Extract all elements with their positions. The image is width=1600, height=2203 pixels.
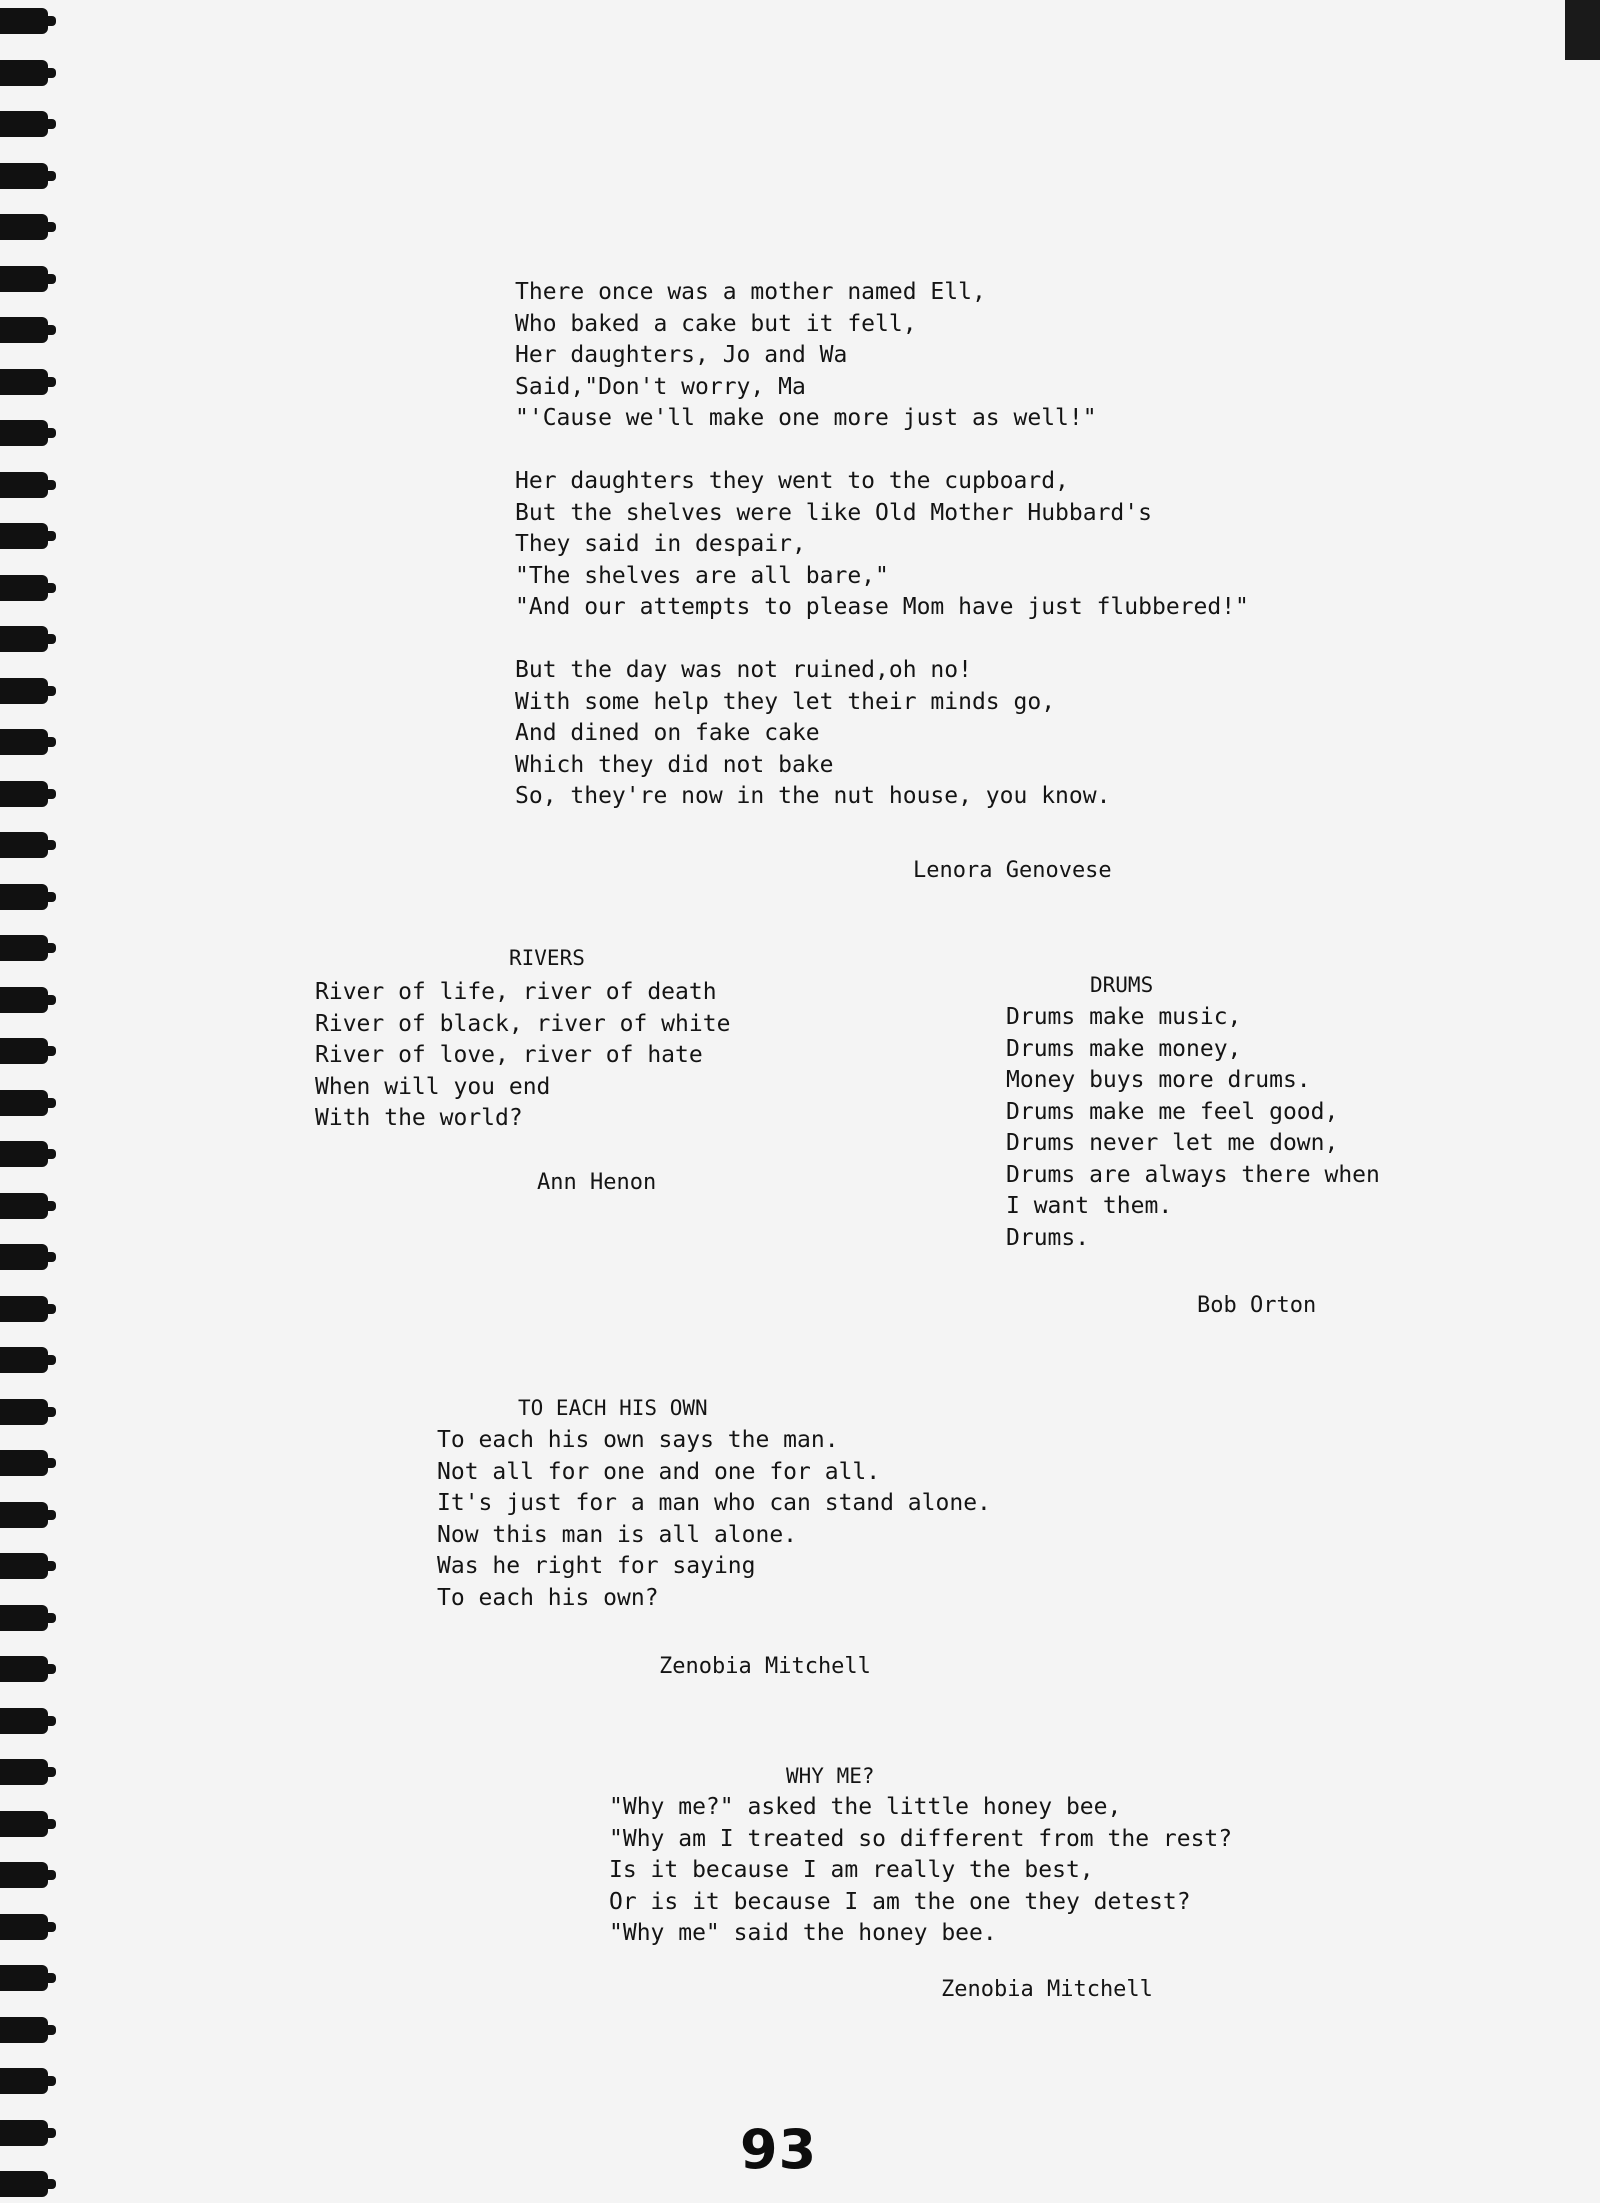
poem-line: Drums.	[1006, 1224, 1090, 1251]
poem-line: So, they're now in the nut house, you know.	[515, 783, 1111, 809]
binding-ring	[0, 163, 48, 189]
binding-ring	[0, 523, 48, 549]
poem-line: Is it because I am really the best,	[609, 1857, 1094, 1883]
binding-ring	[0, 1759, 48, 1785]
poem-line: To each his own says the man.	[437, 1427, 839, 1453]
binding-ring	[0, 1502, 48, 1528]
binding-ring	[0, 575, 48, 601]
binding-ring	[0, 266, 48, 292]
poem-line: And dined on fake cake	[515, 720, 820, 746]
poem-line: Drums make me feel good,	[1006, 1098, 1339, 1125]
poem-line: I want them.	[1006, 1193, 1173, 1219]
binding-ring	[0, 1553, 48, 1579]
poem-line: They said in despair,	[515, 531, 806, 557]
poem-line: Not all for one and one for all.	[437, 1458, 881, 1485]
binding-ring	[0, 1708, 48, 1734]
poem-line: But the shelves were like Old Mother Hubbard's	[515, 499, 1152, 526]
binding-ring	[0, 832, 48, 858]
poem-line: Drums are always there when	[1006, 1161, 1380, 1188]
binding-ring	[0, 1296, 48, 1322]
page-corner-shadow	[1565, 0, 1600, 60]
binding-ring	[0, 678, 48, 704]
binding-ring	[0, 1193, 48, 1219]
poem-title-own: TO EACH HIS OWN	[518, 1396, 708, 1420]
binding-ring	[0, 1347, 48, 1373]
poem-title-rivers: RIVERS	[509, 946, 585, 970]
poem-line: There once was a mother named Ell,	[515, 279, 986, 305]
binding-ring	[0, 1811, 48, 1837]
poem-line: With the world?	[315, 1105, 523, 1131]
stanza-break	[515, 624, 1249, 656]
binding-ring	[0, 420, 48, 446]
author-lenora: Lenora Genovese	[913, 858, 1112, 883]
binding-ring	[0, 1244, 48, 1270]
binding-ring	[0, 369, 48, 395]
poem-line: Her daughters, Jo and Wa	[515, 342, 848, 368]
binding-ring	[0, 111, 48, 137]
poem-line: "Why me?" asked the little honey bee,	[609, 1794, 1122, 1820]
poem-line: "'Cause we'll make one more just as well!"	[515, 405, 1097, 431]
binding-ring	[0, 729, 48, 755]
spiral-binding	[0, 0, 62, 2203]
binding-ring	[0, 2068, 48, 2094]
poem-ell	[515, 277, 1249, 813]
poem-title-drums: DRUMS	[1090, 973, 1154, 997]
poem-line: Money buys more drums.	[1006, 1067, 1311, 1093]
binding-ring	[0, 472, 48, 498]
binding-ring	[0, 8, 48, 34]
poem-line: Or is it because I am the one they detest?	[609, 1888, 1191, 1915]
binding-ring	[0, 2120, 48, 2146]
poem-line: Now this man is all alone.	[437, 1521, 798, 1548]
poem-line: Which they did not bake	[515, 751, 834, 778]
binding-ring	[0, 1656, 48, 1682]
poem-title-why: WHY ME?	[786, 1764, 875, 1788]
poem-line: "And our attempts to please Mom have just flubbered!"	[515, 594, 1249, 620]
poem-drums	[1006, 1002, 1380, 1254]
poem-line: With some help they let their minds go,	[515, 688, 1056, 715]
poem-line: "Why me" said the honey bee.	[609, 1920, 997, 1946]
poem-why	[609, 1792, 1232, 1950]
binding-ring	[0, 781, 48, 807]
poem-line: River of life, river of death	[315, 979, 717, 1005]
binding-ring	[0, 626, 48, 652]
poem-line: River of black, river of white	[315, 1010, 731, 1037]
binding-ring	[0, 1914, 48, 1940]
poem-line: It's just for a man who can stand alone.	[437, 1490, 991, 1516]
binding-ring	[0, 60, 48, 86]
poem-line: "The shelves are all bare,"	[515, 562, 889, 589]
poem-line: River of love, river of hate	[315, 1042, 703, 1068]
binding-ring	[0, 1090, 48, 1116]
binding-ring	[0, 2171, 48, 2197]
author-zenobia-2: Zenobia Mitchell	[941, 1977, 1153, 2002]
poem-line: Was he right for saying	[437, 1553, 756, 1579]
poem-line: Said,"Don't worry, Ma	[515, 373, 806, 400]
page-number: 93	[740, 2118, 818, 2181]
poem-line: But the day was not ruined,oh no!	[515, 657, 972, 683]
poem-line: Drums never let me down,	[1006, 1130, 1339, 1156]
poem-line: "Why am I treated so different from the rest?	[609, 1825, 1233, 1852]
binding-ring	[0, 935, 48, 961]
binding-ring	[0, 1450, 48, 1476]
binding-ring	[0, 2017, 48, 2043]
binding-ring	[0, 214, 48, 240]
stanza-break	[515, 435, 1249, 467]
poem-own	[437, 1425, 991, 1614]
poem-line: When will you end	[315, 1073, 551, 1100]
binding-ring	[0, 1141, 48, 1167]
binding-ring	[0, 987, 48, 1013]
author-ann: Ann Henon	[537, 1170, 657, 1195]
author-bob: Bob Orton	[1197, 1293, 1317, 1318]
binding-ring	[0, 1862, 48, 1888]
poem-line: Drums make money,	[1006, 1035, 1242, 1062]
author-zenobia-1: Zenobia Mitchell	[659, 1654, 871, 1679]
binding-ring	[0, 1038, 48, 1064]
binding-ring	[0, 1605, 48, 1631]
poem-line: Her daughters they went to the cupboard,	[515, 468, 1069, 494]
poem-rivers	[315, 977, 730, 1135]
poem-line: Drums make music,	[1006, 1004, 1242, 1030]
binding-ring	[0, 1399, 48, 1425]
poem-line: To each his own?	[437, 1584, 659, 1611]
binding-ring	[0, 317, 48, 343]
poem-line: Who baked a cake but it fell,	[515, 310, 917, 337]
binding-ring	[0, 1965, 48, 1991]
binding-ring	[0, 884, 48, 910]
